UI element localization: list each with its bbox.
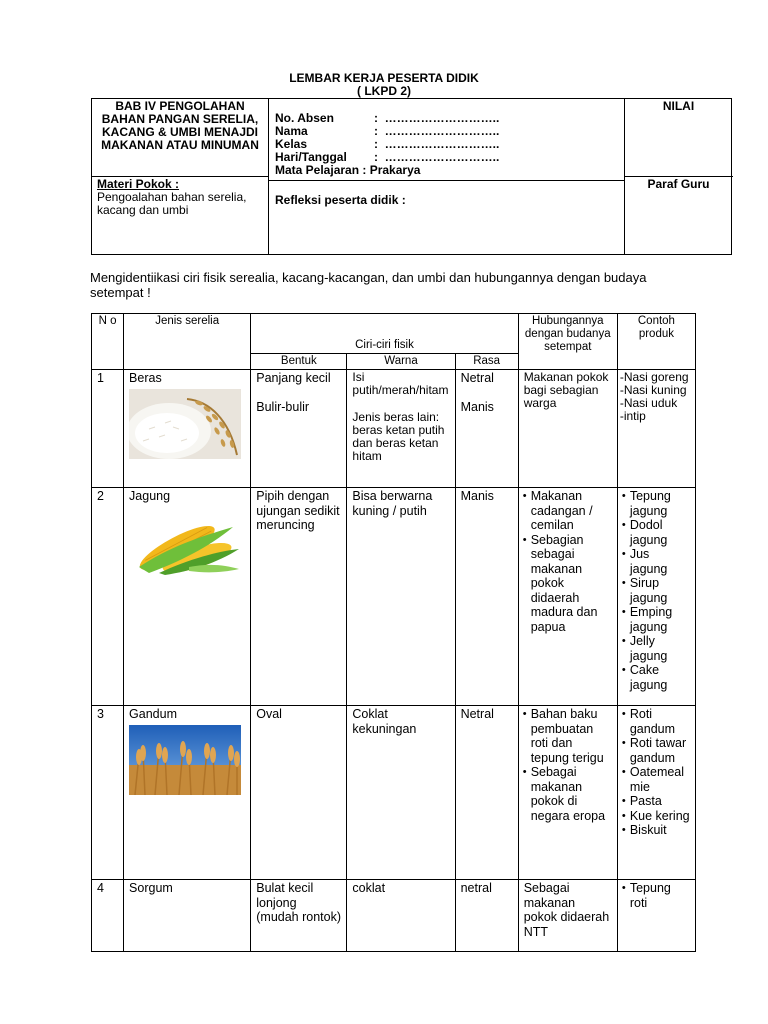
list-item: • Biskuit [630,823,690,838]
row-rasa: Netral [455,706,518,880]
no-absen-field[interactable]: : ……………………….. [374,111,500,125]
table-row [92,488,696,706]
doc-title: LEMBAR KERJA PESERTA DIDIK [289,71,479,85]
list-item: • Sirup jagung [630,576,690,605]
cereal-table [91,313,696,952]
row-rasa: Netral Manis [455,370,518,488]
head-rasa: Rasa [455,354,518,370]
bab-title: BAB IV PENGOLAHAN BAHAN PANGAN SERELIA, KACANG & UMBI MENAJDI MAKANAN ATAU MINUMAN [101,99,259,152]
list-item: • Roti tawar gandum [630,736,690,765]
materi-label: Materi Pokok : [97,177,180,191]
list-item: • Dodol jagung [630,518,690,547]
row-warna: Isi putih/merah/hitam Jenis beras lain: beras ketan putih dan beras ketan hitam [347,370,455,488]
list-item: • Sebagian sebagai makanan pokok didaerah madura dan papua [531,533,612,635]
mapel-label: Mata Pelajaran : Prakarya [275,163,421,177]
row-no: 1 [92,370,124,488]
table-row [92,370,696,488]
list-item: • Kue kering [630,809,690,824]
list-item: -Nasi kuning [619,383,687,397]
row-bentuk: Oval [251,706,347,880]
nama-field[interactable]: : ……………………….. [374,124,500,138]
row-no: 4 [92,880,124,952]
list-item: -intip [619,409,646,423]
kelas-field[interactable]: : ……………………….. [374,137,500,151]
head-no: N o [92,314,124,370]
row-jenis: Beras [129,371,162,385]
list-item: • Jelly jagung [630,634,690,663]
header-box [91,98,732,255]
head-bentuk: Bentuk [251,354,347,370]
hari-label: Hari/Tanggal [275,150,347,164]
list-item: • Makanan cadangan / cemilan [531,489,612,533]
row-jenis: Gandum [129,707,177,721]
head-warna: Warna [347,354,455,370]
wheat-image [129,725,241,795]
row-no: 3 [92,706,124,880]
row-warna: Coklat kekuningan [347,706,455,880]
row-warna: coklat [347,880,455,952]
row-jenis: Jagung [129,489,171,503]
row-rasa: Manis [455,488,518,706]
head-contoh: Contoh produk [617,314,695,370]
materi-text: Pengoalahan bahan serelia, kacang dan umbi [97,190,247,217]
no-absen-label: No. Absen [275,111,334,125]
list-item: -Nasi goreng [619,370,689,384]
row-bentuk: Panjang kecil Bulir-bulir [251,370,347,488]
list-item: • Tepung jagung [630,489,690,518]
head-ciri: Ciri-ciri fisik [251,314,518,354]
row-no: 2 [92,488,124,706]
doc-subtitle: ( LKPD 2) [357,84,411,98]
list-item: • Cake jagung [630,663,690,692]
hari-field[interactable]: : ……………………….. [374,150,500,164]
head-jenis: Jenis serelia [124,314,251,370]
list-item: • Bahan baku pembuatan roti dan tepung terigu [531,707,612,765]
row-bentuk: Bulat kecil lonjong (mudah rontok) [251,880,347,952]
paraf-label: Paraf Guru [647,177,710,191]
corn-image [129,507,241,577]
row-rasa: netral [455,880,518,952]
nama-label: Nama [275,124,308,138]
list-item: • Tepung roti [630,881,690,910]
table-row [92,706,696,880]
kelas-label: Kelas [275,137,308,151]
row-hubungan: Makanan pokok bagi sebagian warga [518,370,617,488]
row-hubungan: Sebagai makanan pokok didaerah NTT [518,880,617,952]
row-warna: Bisa berwarna kuning / putih [347,488,455,706]
rice-image [129,389,241,459]
list-item: • Emping jagung [630,605,690,634]
list-item: • Roti gandum [630,707,690,736]
table-row [92,880,696,952]
list-item: • Jus jagung [630,547,690,576]
row-jenis: Sorgum [124,880,251,952]
list-item: • Pasta [630,794,690,809]
nilai-label: NILAI [662,99,695,113]
instruction-text: Mengidentiikasi ciri fisik serealia, kacang-kacangan, dan umbi dan hubungannya dengan budaya setempat ! [90,270,647,300]
head-hubungan: Hubungannya dengan budanya setempat [518,314,617,370]
list-item: • Oatemeal mie [630,765,690,794]
list-item: -Nasi uduk [619,396,678,410]
refleksi-label: Refleksi peserta didik : [275,193,406,207]
list-item: • Sebagai makanan pokok di negara eropa [531,765,612,823]
row-bentuk: Pipih dengan ujungan sedikit meruncing [251,488,347,706]
